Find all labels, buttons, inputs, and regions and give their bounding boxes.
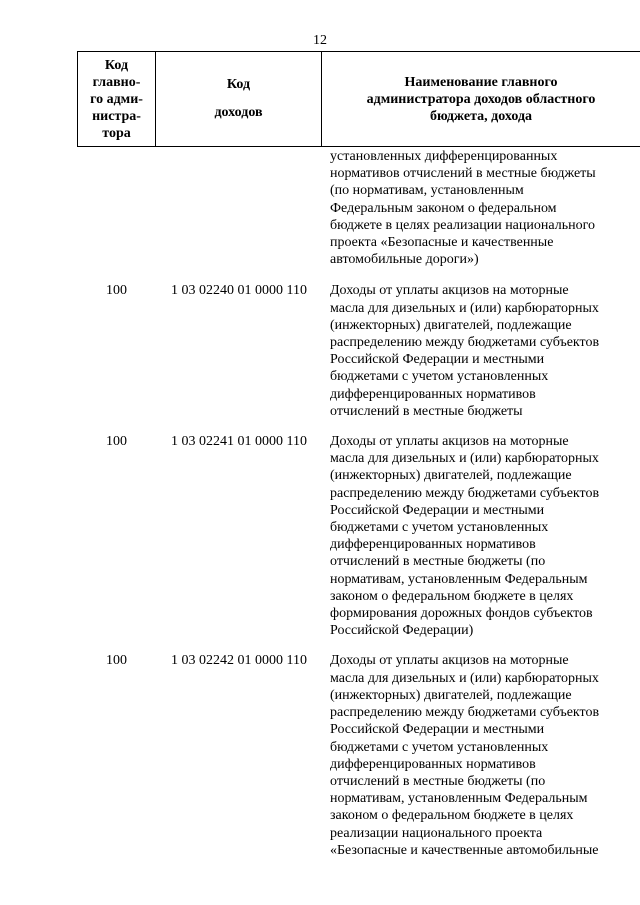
revenue-code-cell: 1 03 02242 01 0000 110 — [171, 653, 307, 669]
admin-code-cell: 100 — [106, 434, 127, 450]
admin-code-cell: 100 — [106, 283, 127, 299]
revenue-code-cell: 1 03 02240 01 0000 110 — [171, 283, 307, 299]
header-admin-code-line: нистра- — [92, 108, 141, 124]
revenue-name-cell: установленных дифференцированных нормативов отчислений в местные бюджеты (по нормативам, установленным Федеральным законом о федеральном бюджете в целях реализации национального проекта «Безопасные и качественные автомобильные дороги») — [330, 149, 596, 268]
admin-code-cell: 100 — [106, 653, 127, 669]
table-body — [0, 147, 640, 859]
header-revenue-code-line: Код — [226, 77, 251, 92]
table-row — [0, 652, 640, 858]
page-number: 12 — [313, 33, 327, 48]
header-admin-code-line: го адми- — [90, 91, 143, 107]
header-revenue-code-line: доходов — [214, 105, 263, 120]
table-row — [0, 433, 640, 639]
table-row — [0, 147, 640, 268]
header-admin-code — [77, 52, 156, 146]
header-admin-code-line: Код — [104, 57, 129, 73]
table-row — [0, 282, 640, 420]
revenue-code-cell: 1 03 02241 01 0000 110 — [171, 434, 307, 450]
revenue-name-cell: Доходы от уплаты акцизов на моторные масла для дизельных и (или) карбюраторных (инжекторных) двигателей, подлежащие распределению между бюджетами субъектов Российской Федерации и местными бюджетами с учетом установленных дифференцированных нормативов отчислений в местные бюджеты (по нормативам, установленным Федеральным законом о федеральном бюджете в целях формирования дорожных фондов субъектов Российской Федерации) — [330, 434, 600, 639]
header-name-line: бюджета, дохода — [429, 108, 533, 124]
header-name-line: Наименование главного — [404, 74, 558, 90]
revenue-name-cell: Доходы от уплаты акцизов на моторные масла для дизельных и (или) карбюраторных (инжекторных) двигателей, подлежащие распределению между бюджетами субъектов Российской Федерации и местными бюджетами с учетом установленных дифференцированных нормативов отчислений в местные бюджеты — [330, 283, 600, 419]
header-admin-code-line: тора — [102, 125, 131, 141]
table-header — [77, 51, 640, 147]
header-revenue-code — [156, 52, 322, 146]
header-name-line: администратора доходов областного — [366, 91, 596, 107]
revenue-name-cell: Доходы от уплаты акцизов на моторные масла для дизельных и (или) карбюраторных (инжекторных) двигателей, подлежащие распределению между бюджетами субъектов Российской Федерации и местными бюджетами с учетом установленных дифференцированных нормативов отчислений в местные бюджеты (по нормативам, установленным Федеральным законом о федеральном бюджете в целях реализации национального проекта «Безопасные и качественные автомобильные — [330, 653, 600, 858]
header-admin-code-line: главно- — [92, 74, 141, 90]
header-name — [322, 52, 640, 146]
